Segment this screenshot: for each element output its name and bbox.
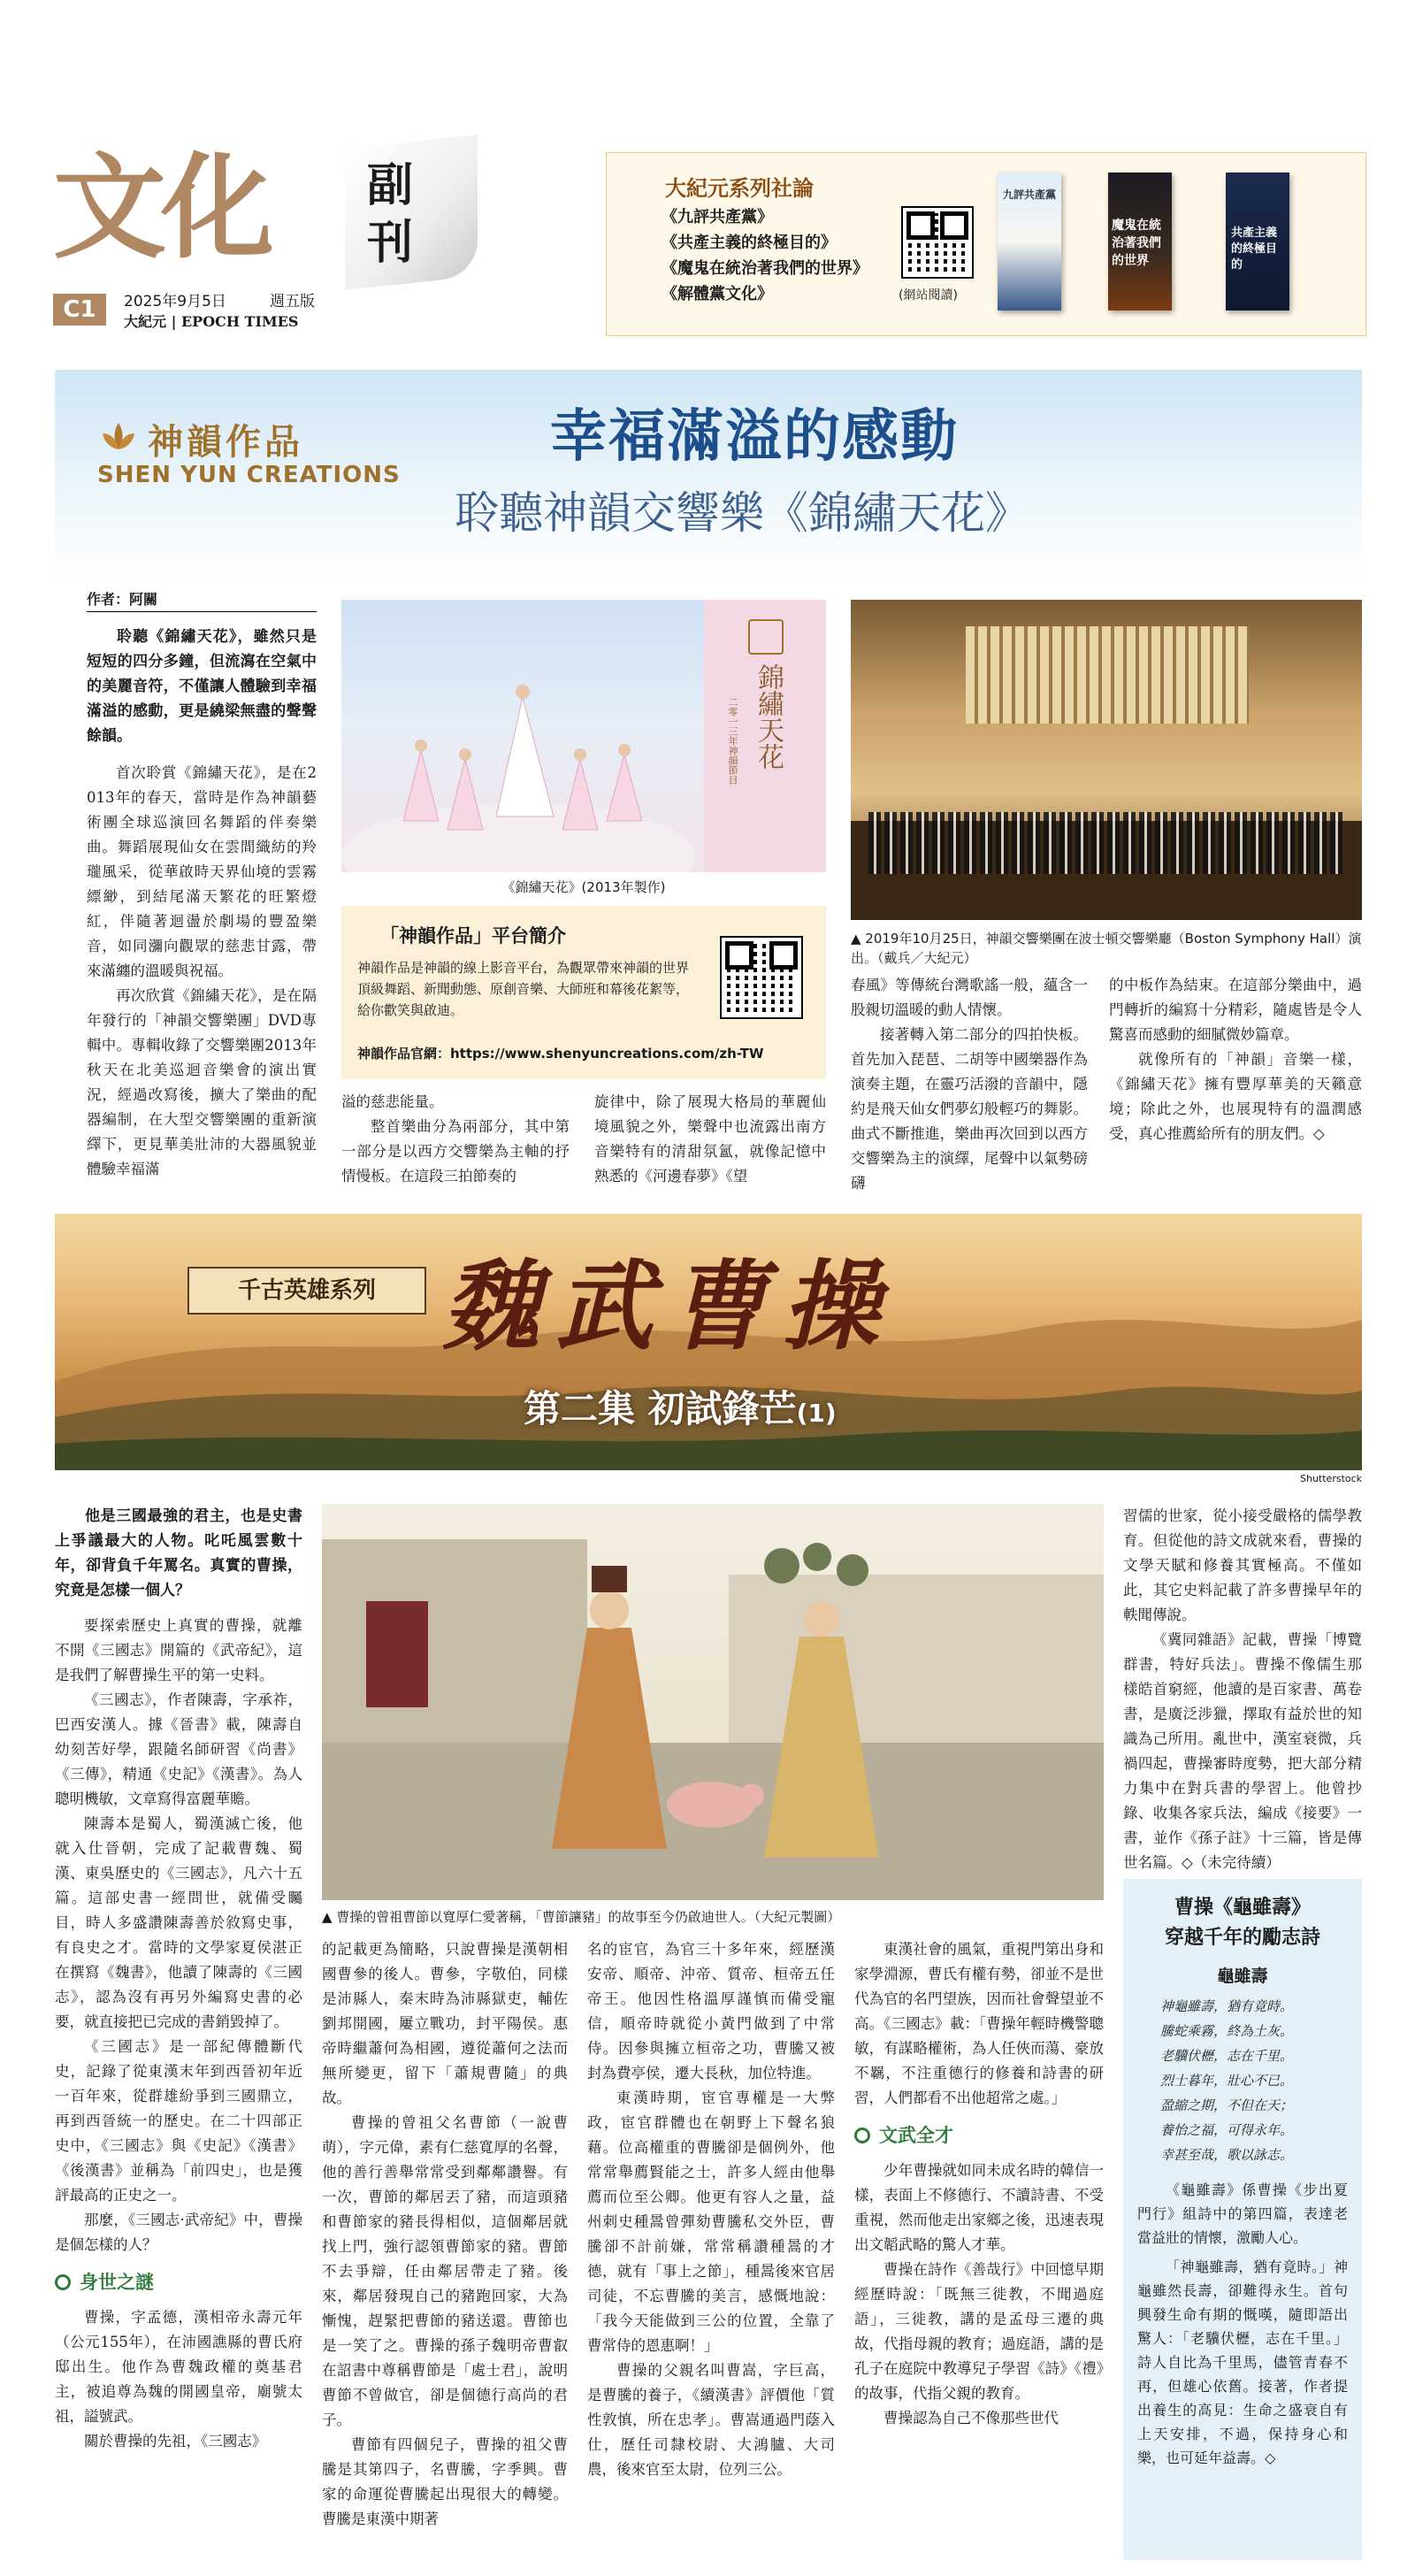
article1-col5 [1109, 973, 1362, 1146]
episode-title: 第二集 初試鋒芒 [524, 1387, 797, 1430]
poem-box [1123, 1879, 1362, 2560]
paragraph: 溢的慈悲能量。 [341, 1093, 444, 1110]
paragraph: 春風》等傳統台灣歌謠一般，蘊含一股親切溫暖的動人情懷。 [851, 977, 1088, 1018]
title-card [704, 600, 826, 872]
poem-line: 盈縮之期，不但在天； [1160, 2097, 1294, 2113]
series-label: 千古英雄系列 [187, 1267, 426, 1315]
info-box-title: 「神韻作品」平台簡介 [380, 925, 566, 947]
organ-pipes [966, 626, 1249, 724]
poem-box-title-1: 曹操《龜雖壽》 [1174, 1897, 1311, 1919]
bullet-icon [55, 2274, 71, 2290]
paragraph: 《三國志》，作者陳壽，字承祚，巴西安漢人。據《晉書》載，陳壽自幼刻苦好學，跟隨名師研習《尚書》《三傳》，精通《史記》《漢書》。為人聰明機敏，文章寫得富麗華贍。 [55, 1691, 302, 1807]
paragraph: 《三國志》是一部紀傳體斷代史，記錄了從東漢末年到西晉初年近一百年來，從群雄紛爭到三國鼎立，再到西晉統一的歷史。在二十四部正史中，《三國志》與《史記》《漢書》《後漢書》並稱為「前四史」，也是獲評最高的正史之一。 [55, 2038, 302, 2204]
issue-date: 2025年9月5日 [124, 293, 226, 310]
poem-box-title-2: 穿越千年的勵志詩 [1164, 1927, 1320, 1949]
ad-qr-caption: (網站閱讀) [899, 288, 958, 303]
paragraph: 關於曹操的先祖，《三國志》 [84, 2433, 267, 2450]
paragraph: 就像所有的「神韻」音樂一樣，《錦繡天花》擁有豐厚華美的天籟意境；除此之外，也展現特有的溫潤感受，真心推薦給所有的朋友們。◇ [1109, 1051, 1362, 1142]
paragraph: 少年曹操就如同未成名時的韓信一樣，表面上不修德行、不讀詩書、不受重視，然而他走出家鄉之後，迅速表現出文韜武略的驚人才華。 [854, 2162, 1104, 2253]
poem-line: 烈士暮年，壯心不已。 [1160, 2073, 1294, 2089]
banner-credit: Shutterstock [1300, 1473, 1363, 1484]
poem-lines [1137, 1994, 1348, 2167]
ad-qr-code[interactable] [903, 208, 972, 277]
paragraph: 東漢時期，宦官專權是一大弊政，宦官群體也在朝野上下聲名狼藉。位高權重的曹騰卻是個例外，他常常舉薦賢能之士，許多人經由他舉薦而位至公卿。他更有容人之量，益州刺史種暠曾彈劾曹騰私交外臣，曹騰卻不計前嫌，常常稱讚種暠的才德，就有「事上之節」，種暠後來官居司徒，不忘曹騰的美言，感慨地說：「我今天能做到三公的位置，全靠了曹常侍的恩惠啊！」 [587, 2089, 835, 2354]
editorial-ad[interactable] [606, 152, 1366, 336]
brand-logo-icon [748, 619, 784, 655]
ad-item[interactable]: 《解體黨文化》 [662, 285, 773, 303]
ad-list [662, 204, 868, 307]
subheading: 文武全才 [854, 2120, 1104, 2151]
paragraph: 曹操的曾祖父名曹節（一說曹萌），字元偉，素有仁慈寬厚的名聲，他的善行善舉常常受到鄰鄰讚譽。有一次，曹節的鄰居丟了豬，而這頭豬和曹節家的豬長得相似，這個鄰居就找上門，強行認領曹節家的豬。曹節不去爭辯，任由鄰居帶走了豬。後來，鄰居發現自己的豬跑回家，大為慚愧，趕緊把曹節的豬送還。曹節也是一笑了之。曹操的孫子魏明帝曹叡在詔書中尊稱曹節是「處士君」，說明曹節不曾做官，卻是個德行高尚的君子。 [322, 2114, 568, 2428]
orchestra [868, 812, 1346, 874]
article1-lead: 聆聽《錦繡天花》，雖然只是短短的四分多鐘，但流瀉在空氣中的美麗音符，不僅讓人體驗到幸福滿溢的感動，更是繞梁無盡的聲聲餘韻。 [87, 628, 317, 745]
paragraph: 東漢社會的風氣，重視門第出身和家學淵源，曹氏有權有勢，卻並不是世代為官的名門望族，因而社會聲望並不高。《三國志》載：「曹操年輕時機警聰敏，有謀略權術，為人任俠而蕩、豪放不羈，不注重德行的修養和詩書的研習，人們都看不出他超常之處。」 [854, 1941, 1104, 2106]
author: 作者：阿關 [87, 588, 317, 612]
info-box [341, 906, 826, 1079]
paragraph: 再次欣賞《錦繡天花》，是在隔年發行的「神韻交響樂團」DVD專輯中。專輯收錄了交響樂團2013年秋天在北美巡迴音樂會的演出實況，經過改寫後，擴大了樂曲的配器編制，在大型交響樂團的重新演繹下，更見華美壯沛的大器風貌並體驗幸福滿 [87, 987, 317, 1177]
book-cover-1[interactable]: 九評共產黨 [998, 172, 1061, 310]
masthead [53, 133, 495, 345]
poem-line: 騰蛇乘霧，終為土灰。 [1160, 2023, 1294, 2039]
ad-item[interactable]: 《魔鬼在統治著我們的世界》 [662, 259, 868, 278]
article2-lead: 他是三國最強的君主，也是史書上爭議最大的人物。叱吒風雲數十年，卻背負千年罵名。真實的曹操，究竟是怎樣一個人？ [55, 1507, 302, 1599]
paragraph: 要探索歷史上真實的曹操，就離不開《三國志》開篇的《武帝紀》，這是我們了解曹操生平的第一史料。 [55, 1617, 302, 1683]
ad-item[interactable]: 《九評共產黨》 [662, 208, 773, 226]
dance-photo [341, 600, 826, 872]
article2-col3 [587, 1937, 835, 2482]
brand-cn: 神韻作品 [148, 421, 303, 463]
poem-line: 老驥伏櫪，志在千里。 [1160, 2048, 1294, 2064]
article1-col2 [341, 1090, 570, 1189]
episode-number: (1) [796, 1399, 837, 1428]
info-box-url[interactable]: 神韻作品官網：https://www.shenyuncreations.com/zh-TW [357, 1046, 764, 1062]
illustration-caption: ▲ 曹操的曾祖曹節以寬厚仁愛著稱，「曹節讓豬」的故事至今仍啟迪世人。（大紀元製圖） [322, 1909, 841, 1925]
paragraph: 陳壽本是蜀人，蜀漢滅亡後，他就入仕晉朝，完成了記載曹魏、蜀漢、東吳歷史的《三國志》，凡六十五篇。這部史書一經問世，就備受矚目，時人多盛讚陳壽善於敘寫史事，有良史之才。當時的文學家夏侯湛正在撰寫《魏書》，他讀了陳壽的《三國志》，認為沒有再另外編寫史書的必要，就直接把已完成的書銷毀掉了。 [55, 1815, 302, 2030]
concert-photo [851, 600, 1362, 920]
section-subtitle-1: 副 [367, 158, 414, 212]
caocao-banner [55, 1214, 1362, 1470]
poem-title: 龜雖壽 [1217, 1966, 1268, 1986]
paragraph: 首次聆賞《錦繡天花》，是在2013年的春天，當時是作為神韻藝術團全球巡演回名舞蹈的伴奏樂曲。舞蹈展現仙女在雲間織紡的羚瓏風采，從華啟時天界仙境的雲霧縹緲，到結尾滿天繁花的旺繁燈紅，伴隨著迴盪於劇場的豐盈樂音，如同瀰向觀眾的慈悲甘露，帶來滿纏的溫暖與祝福。 [87, 764, 317, 979]
article1-title: 幸福滿溢的感動 [550, 403, 959, 470]
photo1-small-text: 二零一三年神韻節目 [727, 697, 738, 785]
ad-item[interactable]: 《共產主義的終極目的》 [662, 234, 837, 252]
article1-col4 [851, 973, 1088, 1196]
paragraph: 曹操在詩作《善哉行》中回憶早期經歷時說：「既無三徙教，不聞過庭語」，三徙教，講的是孟母三遷的典故，代指母親的教育；過庭語，講的是孔子在庭院中教導兒子學習《詩》《禮》的故事，代指父親的教育。 [854, 2261, 1104, 2402]
subheading: 身世之謎 [55, 2266, 302, 2298]
book-cover-3[interactable]: 共產主義的終極目的 [1226, 172, 1289, 310]
page-code: C1 [53, 294, 106, 326]
paragraph: 習儒的世家，從小接受嚴格的儒學教育。但從他的詩文成就來看，曹操的文學天賦和修養其實極高。不僅如此，其它史料記載了許多曹操早年的軼聞傳說。 [1123, 1507, 1362, 1623]
article1-subtitle: 聆聽神韻交響樂《錦繡天花》 [455, 487, 1029, 539]
paragraph: 的記載更為簡略，只說曹操是漢朝相國曹參的後人。曹參，字敬伯，同樣是沛縣人，秦末時為沛縣獄吏，輔佐劉邦開國，屢立戰功，封平陽侯。惠帝時繼蕭何為相國，遵從蕭何之法而無所變更，留下「蕭規曹隨」的典故。 [322, 1941, 568, 2106]
paragraph: 曹操的父親名叫曹嵩，字巨高，是曹騰的養子，《續漢書》評價他「質性敦慎，所在忠孝」。曹嵩通過門蔭入仕，歷任司隸校尉、大鴻臚、大司農，後來官至太尉，位列三公。 [587, 2362, 835, 2478]
brand-en: SHEN YUN CREATIONS [97, 462, 401, 488]
paragraph: 曹節有四個兒子，曹操的祖父曹騰是其第四子，名曹騰，字季興。曹家的命運從曹騰起出現很大的轉變。曹騰是東漢中期著 [322, 2436, 568, 2527]
article1-col3 [594, 1090, 826, 1189]
article2-col4 [854, 1937, 1104, 2431]
paragraph: 的中板作為結束。在這部分樂曲中，過門轉折的編寫十分精彩，隨處皆是令人驚喜而感動的細膩微妙篇章。 [1109, 977, 1362, 1043]
shenyun-banner [55, 370, 1362, 580]
article2-col2 [322, 1937, 568, 2532]
section-subtitle-2: 刊 [367, 216, 414, 270]
photo1-vertical-title: 錦繡天花 [753, 663, 784, 770]
story-illustration [322, 1504, 1104, 1900]
poem-line: 養怡之福，可得永年。 [1160, 2122, 1294, 2138]
paragraph: 整首樂曲分為兩部分，其中第一部分是以西方交響樂為主軸的抒情慢板。在這段三拍節奏的 [341, 1118, 570, 1184]
paragraph: 《冀同雜語》記載，曹操「博覽群書，特好兵法」。曹操不像儒生那樣皓首窮經，他讀的是百家書、萬卷書，是廣泛涉獵，擇取有益於世的知識為己所用。亂世中，漢室衰微，兵禍四起，曹操審時度勢，把大部分精力集中在對兵書的學習上。他曾抄錄、收集各家兵法，編成《接要》一書，並作《孫子註》十三篇，皆是傳世名篇。◇（未完待續） [1123, 1631, 1362, 1871]
article1-col1 [87, 625, 317, 1191]
bullet-icon [854, 2128, 870, 2143]
article2-col1 [55, 1504, 302, 2454]
paragraph: 「神龜雖壽，猶有竟時。」神龜雖然長壽，卻難得永生。首句興發生命有期的慨嘆，隨即語出驚人：「老驥伏櫪，志在千里。」詩人自比為千里馬，儘管青春不再，但雄心依舊。接著，作者提出養生的高見：生命之盛衰自有上天安排，不過，保持身心和樂，也可延年益壽。◇ [1137, 2258, 1348, 2466]
ad-title: 大紀元系列社論 [665, 176, 814, 201]
poem-line: 幸甚至哉，歌以詠志。 [1160, 2147, 1294, 2163]
paragraph: 《龜雖壽》係曹操《步出夏門行》組詩中的第四篇，表達老當益壯的情懷，激勵人心。 [1137, 2181, 1348, 2246]
edition: 週五版 [270, 293, 315, 310]
caocao-illustration [322, 1504, 1104, 1900]
info-box-body: 神韻作品是神韻的線上影音平台，為觀眾帶來神韻的世界頂級舞蹈、新聞動態、原創音樂、大師班和幕後花絮等，給你歡笑與啟迪。 [357, 960, 690, 1018]
paragraph: 名的宦官，為官三十多年來，經歷漢安帝、順帝、沖帝、質帝、桓帝五任帝王。他因性格溫厚謹慎而備受寵信，順帝時就從小黃門做到了中常侍。因參與擁立桓帝之功，曹騰又被封為費亭侯，遷大長秋，加位特進。 [587, 1941, 835, 2082]
lotus-logo-icon [99, 421, 138, 453]
article2-col5 [1123, 1504, 1362, 1875]
paper-name: 大紀元 | EPOCH TIMES [124, 313, 299, 330]
book-cover-2[interactable]: 魔鬼在統治著我們的世界 [1108, 172, 1172, 310]
dancers-illustration [341, 600, 695, 872]
photo2-caption: ▲ 2019年10月25日，神韻交響樂團在波士頓交響樂廳（Boston Symphony Hall）演出。（戴兵／大紀元） [851, 931, 1362, 966]
photo1-caption: 《錦繡天花》(2013年製作) [501, 879, 666, 895]
paragraph: 旋律中，除了展現大格局的華麗仙境風貌之外，樂聲中也流露出南方音樂特有的清甜氛氳，就像記憶中熟悉的《河邊春夢》《望 [594, 1093, 826, 1184]
paragraph: 曹操認為自己不像那些世代 [883, 2410, 1059, 2426]
section-title: 文化 [53, 142, 270, 274]
article2-episode [524, 1380, 837, 1433]
paragraph: 曹操，字孟德，漢相帝永壽元年（公元155年），在沛國譙縣的曹氏府邸出生。他作為曹魏政權的奠基君主，被追尊為魏的開國皇帝，廟號太祖，謚號武。 [55, 2309, 302, 2425]
paragraph: 那麼，《三國志·武帝紀》中，曹操是個怎樣的人？ [55, 2212, 302, 2253]
paragraph: 接著轉入第二部分的四拍快板。首先加入琵琶、二胡等中國樂器作為演奏主題，在靈巧活潑的音韻中，隱約是飛天仙女們夢幻般輕巧的舞影。曲式不斷推進，樂曲再次回到以西方交響樂為主的演繹，尾聲中以氣勢磅礴 [851, 1026, 1088, 1192]
info-qr-code[interactable] [722, 938, 801, 1017]
article2-title: 魏武曹操 [442, 1249, 895, 1363]
poem-line: 神龜雖壽，猶有竟時。 [1160, 1998, 1294, 2014]
